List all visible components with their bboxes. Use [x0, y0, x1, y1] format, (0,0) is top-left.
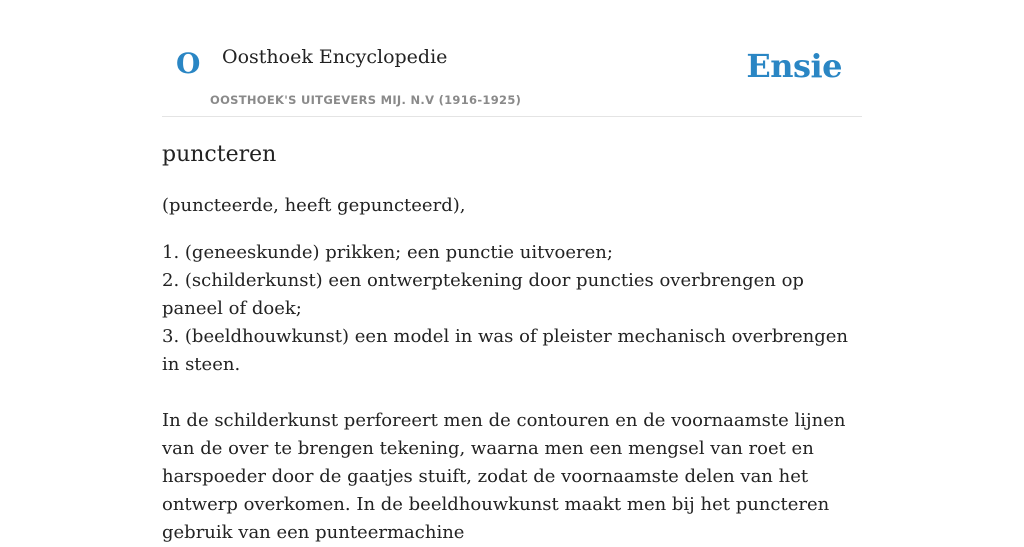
publication-subtitle: OOSTHOEK'S UITGEVERS MIJ. N.V (1916-1925) — [210, 93, 522, 107]
definition-item: 1. (geneeskunde) prikken; een punctie uitvoeren; — [162, 242, 613, 263]
publication-title[interactable]: Oosthoek Encyclopedie — [222, 46, 448, 68]
entry-title: puncteren — [162, 142, 277, 167]
definition-list — [162, 239, 862, 379]
definition-item: 3. (beeldhouwkunst) een model in was of pleister mechanisch overbrengen in steen. — [162, 326, 848, 375]
article-page — [162, 0, 862, 543]
publication-header — [162, 0, 862, 117]
entry-paragraph: In de schilderkunst perforeert men de contouren en de voornaamste lijnen van de over te brengen tekening, waarna men een mengsel van roet en harspoeder door de gaatjes stuift, zodat de voornaamste delen van het ontwerp overkomen. In de beeldhouwkunst maakt men bij het puncteren gebruik van een punteermachine — [162, 410, 846, 543]
publication-logo[interactable]: O — [176, 47, 201, 80]
entry-grammar: (puncteerde, heeft gepuncteerd), — [162, 195, 466, 216]
entry-content — [162, 134, 862, 547]
definition-item: 2. (schilderkunst) een ontwerptekening door puncties overbrengen op paneel of doek; — [162, 270, 804, 319]
ensie-logo-link[interactable]: Ensie — [746, 47, 842, 85]
